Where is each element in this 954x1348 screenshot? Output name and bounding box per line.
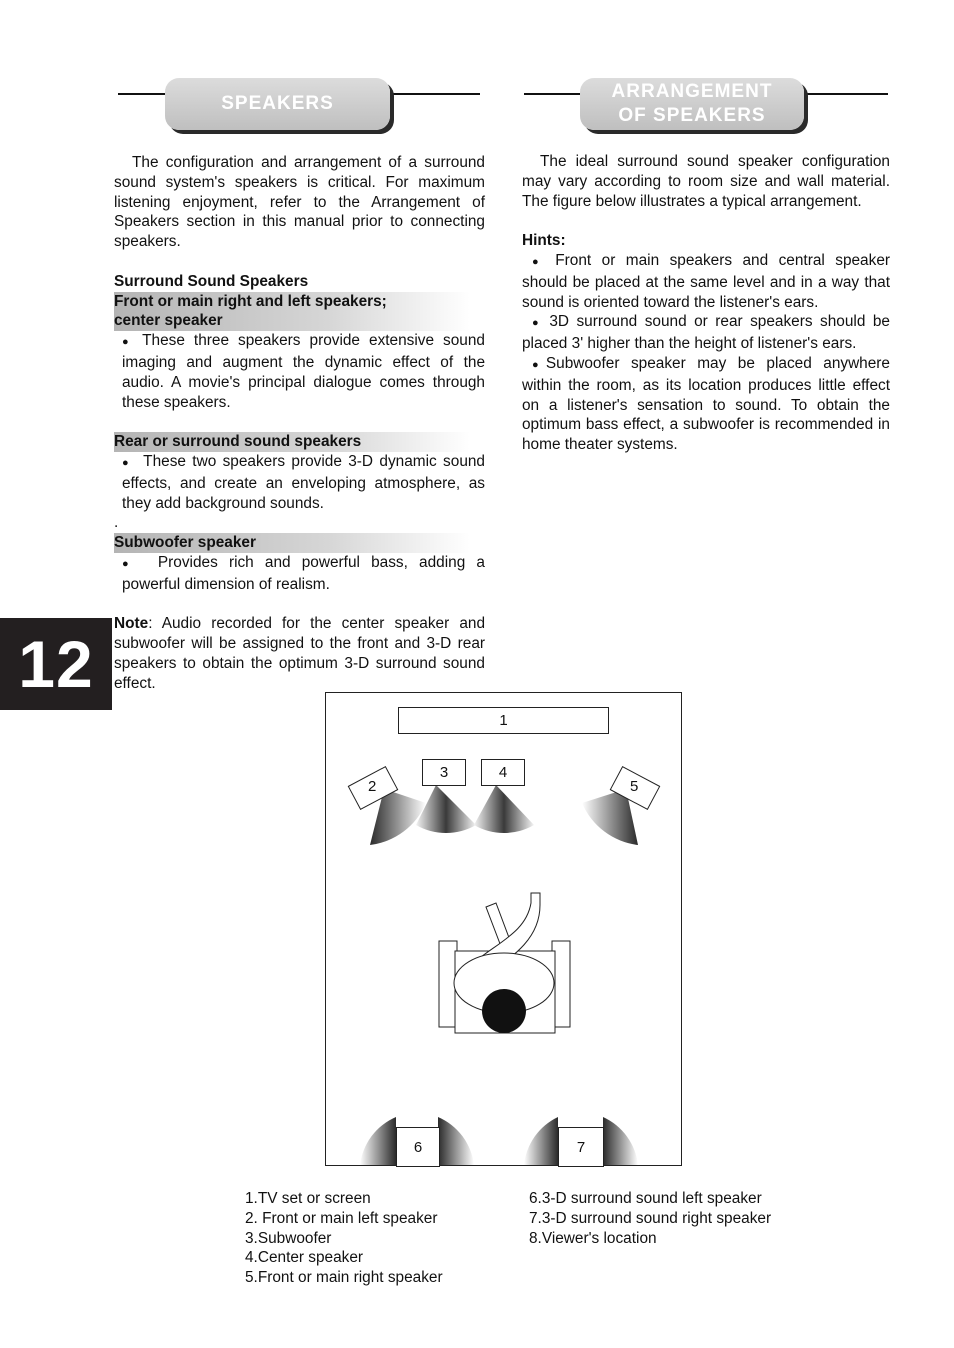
tv-screen-box: 1 bbox=[398, 707, 609, 734]
legend-left bbox=[245, 1189, 443, 1288]
legend-item-8: 8.Viewer's location bbox=[529, 1229, 657, 1247]
front-speakers-title-2: center speaker bbox=[114, 311, 470, 331]
legend-item-7: 7.3-D surround sound right speaker bbox=[529, 1209, 772, 1227]
speaker-arrangement-diagram bbox=[325, 692, 682, 1166]
surround-sound-title: Surround Sound Speakers bbox=[114, 272, 309, 290]
legend-item-6: 6.3-D surround sound left speaker bbox=[529, 1190, 762, 1207]
bullet-icon: ● bbox=[532, 255, 545, 268]
speaker-2-label: 2 bbox=[368, 778, 377, 795]
stray-dot: . bbox=[114, 514, 119, 532]
viewer-icon bbox=[439, 893, 570, 1033]
rear-right-speaker-box: 7 bbox=[558, 1127, 604, 1167]
rear-left-speaker-box: 6 bbox=[396, 1127, 440, 1167]
right-column bbox=[522, 152, 890, 455]
left-column bbox=[114, 153, 485, 694]
subwoofer-title: Subwoofer speaker bbox=[114, 533, 470, 553]
legend-right bbox=[529, 1189, 771, 1248]
bullet-icon: ● bbox=[122, 336, 134, 349]
sound-fan-7b bbox=[603, 1117, 638, 1165]
note-label: Note bbox=[114, 615, 149, 633]
page-number: 12 bbox=[0, 618, 112, 710]
sound-fan-6b bbox=[438, 1117, 474, 1165]
bullet-icon: ● bbox=[122, 456, 131, 469]
legend-item-4: 4.Center speaker bbox=[245, 1249, 364, 1267]
legend-item-5: 5.Front or main right speaker bbox=[245, 1269, 443, 1287]
arrangement-header-line1: ARRANGEMENT bbox=[611, 81, 773, 102]
legend-item-2: 2. Front or main left speaker bbox=[245, 1209, 438, 1227]
sound-fan-4 bbox=[474, 785, 534, 833]
sound-fan-6a bbox=[360, 1117, 396, 1165]
front-speakers-title-1: Front or main right and left speakers; bbox=[114, 292, 470, 312]
bullet-icon: ● bbox=[532, 358, 546, 371]
center-speaker-box: 4 bbox=[481, 759, 525, 786]
speakers-intro: The configuration and arrangement of a surround sound system's speakers is critical. For maximum listening enjoyment, refer to the Arrangement of Speakers section in this manual prior to connecting speakers. bbox=[114, 154, 485, 251]
speaker-5-label: 5 bbox=[630, 778, 639, 795]
subwoofer-text: ● Provides rich and powerful bass, adding a powerful dimension of realism. bbox=[122, 553, 485, 593]
bullet-icon: ● bbox=[532, 317, 542, 330]
sound-fan-7a bbox=[524, 1117, 558, 1165]
speakers-header-text: SPEAKERS bbox=[221, 93, 334, 114]
rear-speakers-text: ● These two speakers provide 3-D dynamic sound effects, and create an enveloping atmosphere, as they add background sounds. bbox=[122, 452, 485, 512]
rear-speakers-title: Rear or surround sound speakers bbox=[114, 432, 470, 452]
bullet-icon: ● bbox=[122, 557, 136, 570]
sound-fan-3 bbox=[416, 785, 476, 833]
hints-title: Hints: bbox=[522, 232, 566, 250]
note-paragraph: Note: Audio recorded for the center speaker and subwoofer will be assigned to the front and 3-D rear speakers to obtain the optimum 3-D surround sound effect. bbox=[114, 615, 485, 692]
hint-1: ● Front or main speakers and central speaker should be placed at the same level and in a way that sound is oriented toward the listener's ears. bbox=[522, 251, 890, 311]
legend-item-1: 1.TV set or screen bbox=[245, 1190, 371, 1207]
legend-item-3: 3.Subwoofer bbox=[245, 1229, 332, 1247]
speakers-header bbox=[165, 78, 390, 130]
arrangement-intro: The ideal surround sound speaker configuration may vary according to room size and wall material. The figure below illustrates a typical arrangement. bbox=[522, 153, 890, 210]
hint-3: ●Subwoofer speaker may be placed anywhere within the room, as its location produces little effect on a listener's sensation to sound. To obtain the optimum bass effect, a subwoofer is recommended in home theater systems. bbox=[522, 354, 890, 454]
arrangement-header bbox=[580, 78, 804, 130]
arrangement-header-line2: OF SPEAKERS bbox=[618, 105, 766, 126]
hint-2: ● 3D surround sound or rear speakers should be placed 3' higher than the height of listener's ears. bbox=[522, 313, 890, 353]
subwoofer-box: 3 bbox=[422, 759, 466, 786]
front-speakers-text: ● These three speakers provide extensive sound imaging and augment the dynamic effect of the audio. A movie's principal dialogue comes through these speakers. bbox=[122, 332, 485, 411]
